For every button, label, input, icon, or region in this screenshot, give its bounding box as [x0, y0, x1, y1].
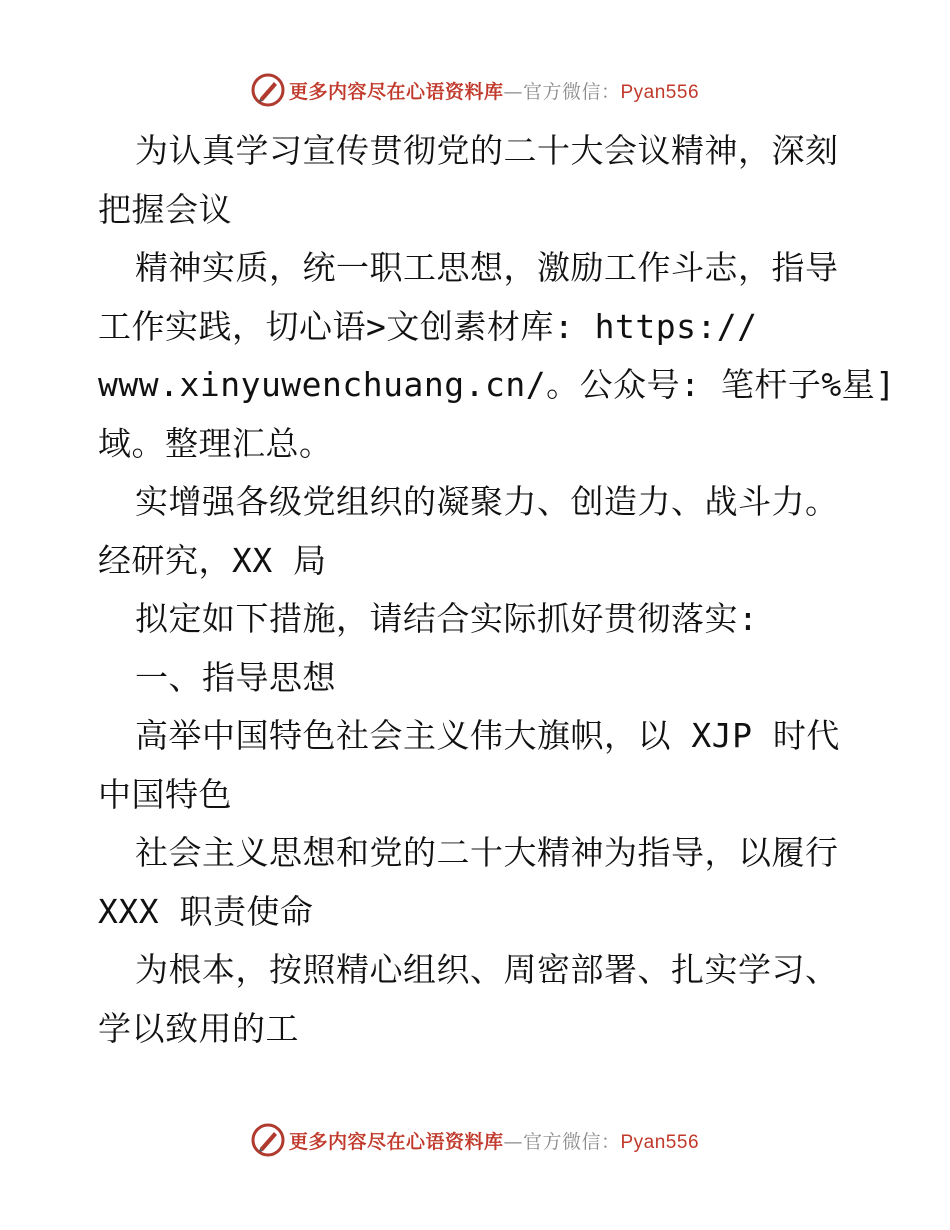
body-text-line: 实增强各级党组织的凝聚力、创造力、战斗力。 — [135, 482, 839, 521]
watermark-dash: — — [503, 80, 523, 103]
body-text-line: www.xinyuwenchuang.cn/。公众号: 笔杆子%星] — [98, 365, 896, 404]
body-text-line: 工作实践，切心语>文创素材库: https:// — [98, 306, 758, 346]
watermark-sub: 官方微信： — [522, 1130, 621, 1153]
header-watermark — [0, 70, 950, 110]
body-text-line: 为根本，按照精心组织、周密部署、扎实学习、 — [135, 950, 839, 989]
watermark-text — [289, 1127, 699, 1154]
body-text-line: 一、指导思想 — [135, 657, 336, 697]
body-text-line: 域。整理汇总。 — [98, 423, 333, 463]
watermark-id: Pyan556 — [620, 1131, 700, 1153]
body-text-line: 高举中国特色社会主义伟大旗帜，以 XJP 时代 — [135, 716, 840, 755]
watermark-main: 更多内容尽在心语资料库 — [288, 1130, 504, 1153]
body-text-line: 把握会议 — [98, 189, 232, 229]
body-text-line: 拟定如下措施，请结合实际抓好贯彻落实: — [135, 599, 759, 638]
body-text-line: 为认真学习宣传贯彻党的二十大会议精神，深刻 — [135, 131, 839, 170]
body-text-line: 经研究，XX 局 — [98, 540, 327, 580]
watermark-sub: 官方微信： — [522, 80, 621, 103]
body-text-line: 中国特色 — [98, 774, 232, 814]
pen-logo-icon — [251, 73, 285, 107]
watermark-text — [289, 77, 699, 104]
pen-logo-icon — [251, 1123, 285, 1157]
body-text-line: 精神实质，统一职工思想，激励工作斗志，指导 — [135, 248, 839, 287]
footer-watermark — [0, 1120, 950, 1160]
body-text-line: 社会主义思想和党的二十大精神为指导，以履行 — [135, 833, 839, 872]
body-text-line: 学以致用的工 — [98, 1008, 299, 1048]
watermark-id: Pyan556 — [620, 81, 700, 103]
body-text-line: XXX 职责使命 — [98, 891, 314, 931]
watermark-dash: — — [503, 1130, 523, 1153]
watermark-main: 更多内容尽在心语资料库 — [288, 80, 504, 103]
document-body — [98, 122, 896, 1058]
